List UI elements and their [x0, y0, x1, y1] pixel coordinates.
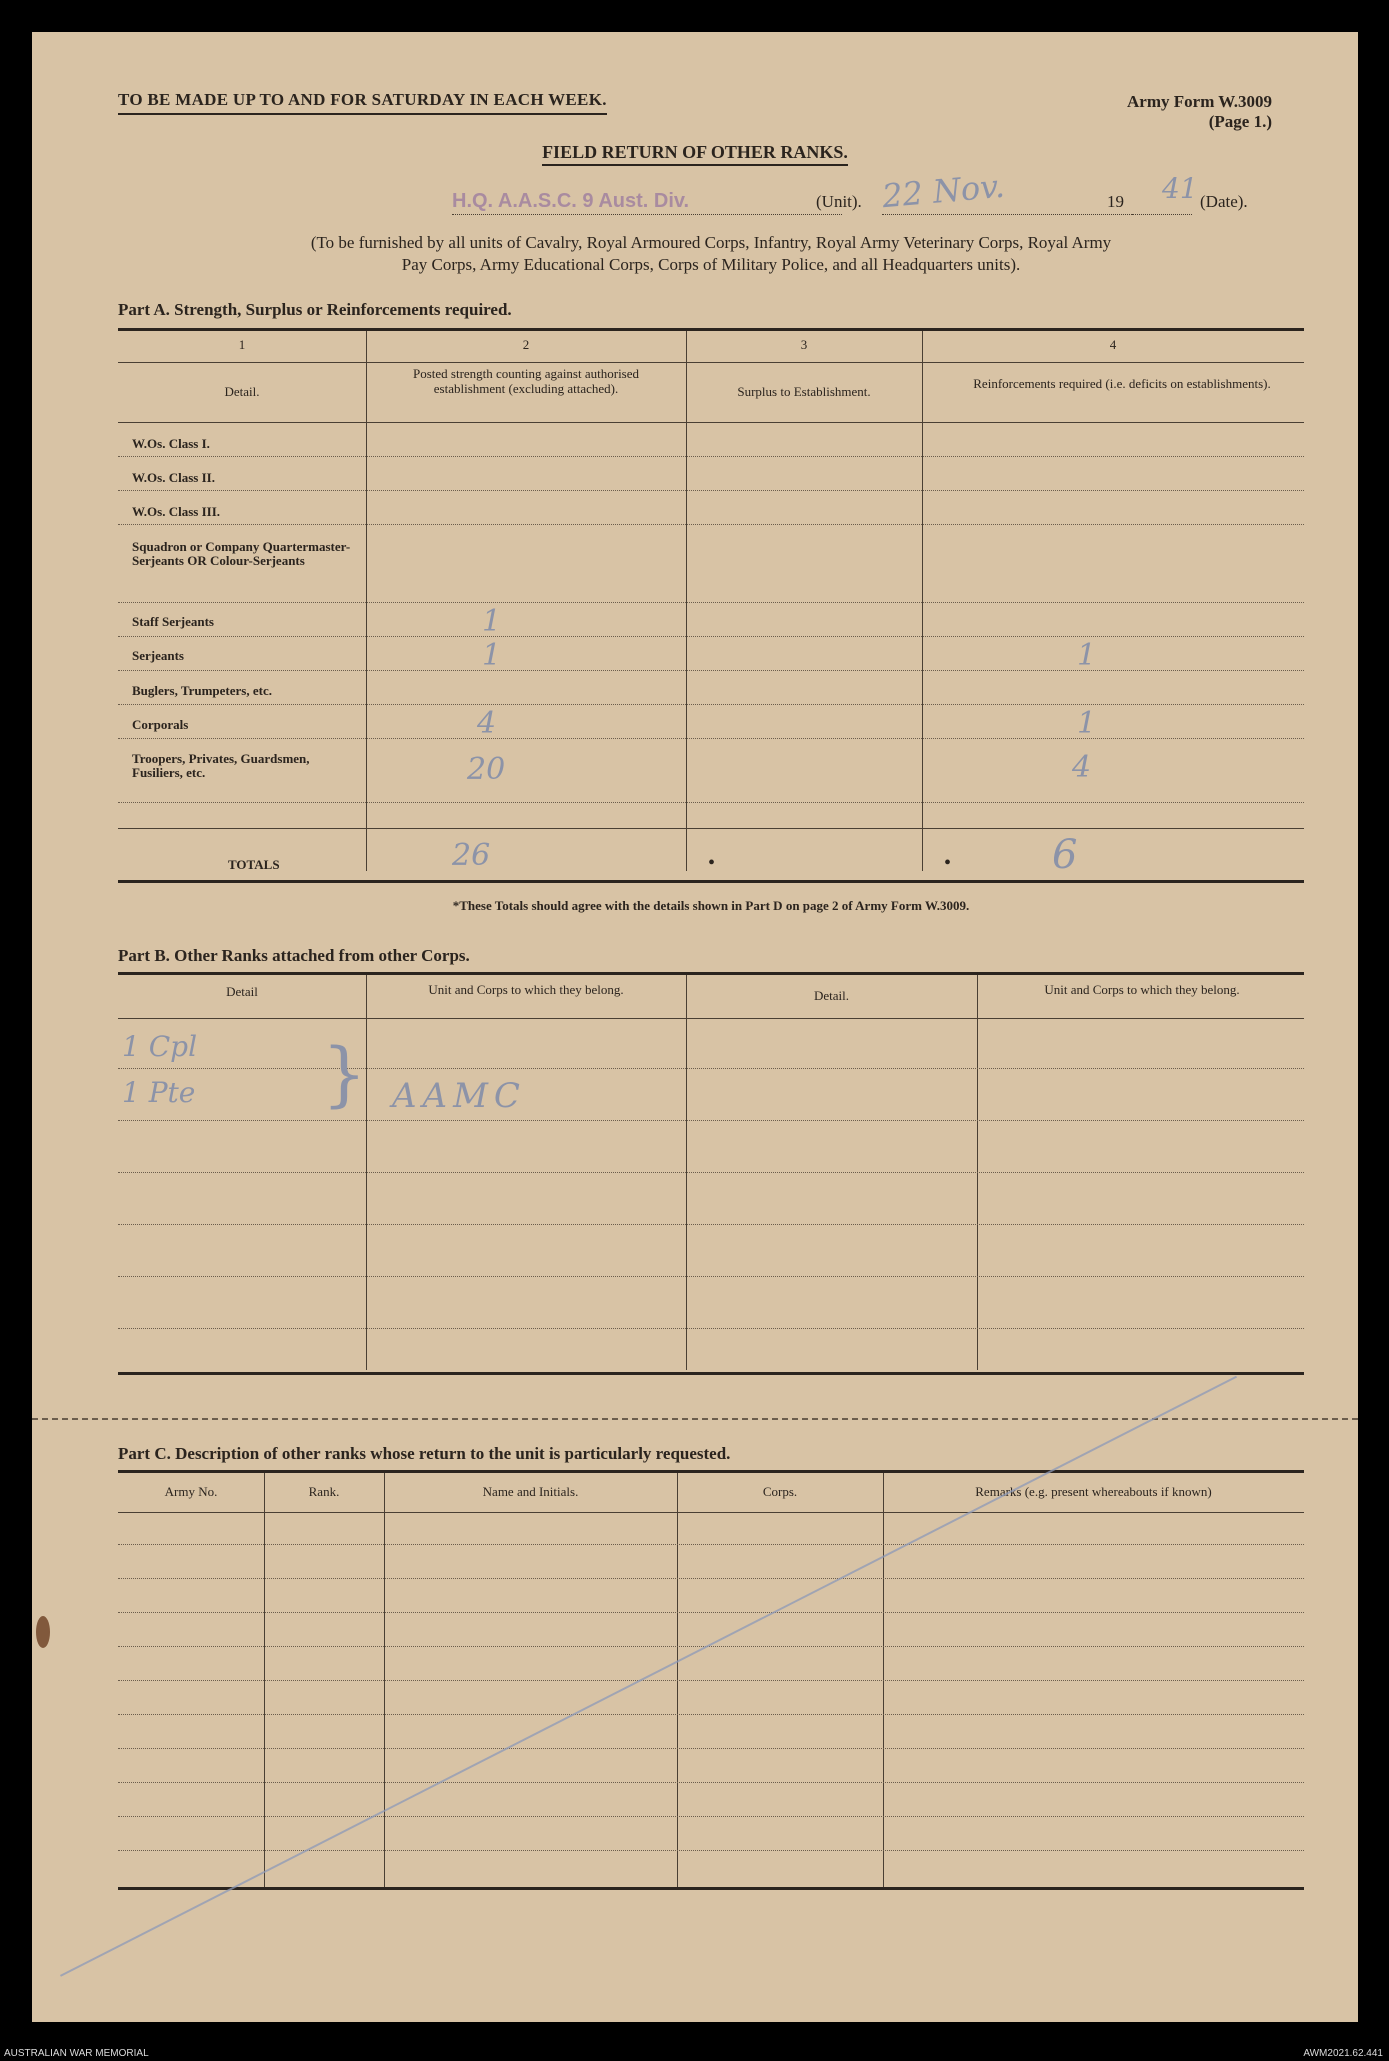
footer-credit: AUSTRALIAN WAR MEMORIAL	[4, 2048, 149, 2059]
totals-posted: 26	[452, 838, 491, 873]
part-b-row-rule	[118, 1172, 1304, 1173]
attached-corps: AAMC	[392, 1076, 526, 1116]
row-label-cqms: Squadron or Company Quartermaster-Serjeants OR Colour-Serjeants	[132, 539, 351, 568]
top-note: TO BE MADE UP TO AND FOR SATURDAY IN EACH WEEK.	[118, 90, 607, 115]
part-a-divider-2	[686, 331, 687, 871]
part-c-row-rule	[118, 1782, 1304, 1783]
row-label-wo2: W.Os. Class II.	[132, 470, 215, 485]
paper-stain	[36, 1616, 50, 1648]
part-c-title: Part C. Description of other ranks whose return to the unit is particularly requested.	[118, 1444, 731, 1463]
row-label-corporals: Corporals	[132, 717, 189, 732]
totals-surplus-marker: •	[708, 852, 716, 874]
unit-stamp: H.Q. A.A.S.C. 9 Aust. Div.	[452, 190, 690, 212]
col-header-rule	[118, 422, 1304, 423]
part-b-row-rule	[118, 1276, 1304, 1277]
reinf-serjeants: 1	[1077, 638, 1097, 673]
date-label: (Date).	[1200, 192, 1248, 211]
part-a-title: Part A. Strength, Surplus or Reinforcements required.	[118, 300, 512, 319]
part-b-row-rule	[118, 1120, 1304, 1121]
col-header-reinforcements: Reinforcements required (i.e. deficits on establishments).	[973, 376, 1271, 391]
posted-corporals: 4	[477, 706, 497, 741]
part-b-bottom-rule	[118, 1372, 1304, 1375]
part-c-header-name: Name and Initials.	[482, 1484, 579, 1499]
posted-privates: 20	[467, 752, 506, 787]
part-b-top-rule	[118, 972, 1304, 975]
col-number-4: 4	[1109, 337, 1117, 352]
footer-accession: AWM2021.62.441	[1303, 2048, 1383, 2059]
part-b-header-unit-2: Unit and Corps to which they belong.	[1044, 982, 1240, 997]
row-label-wo1: W.Os. Class I.	[132, 436, 210, 451]
totals-top-rule	[118, 828, 1304, 829]
year-prefix: 19	[1107, 192, 1124, 211]
row-rule	[118, 670, 1304, 671]
part-b-header-detail-2: Detail.	[813, 988, 849, 1003]
part-c-header-remarks: Remarks (e.g. present whereabouts if known)	[975, 1484, 1212, 1499]
part-b-title: Part B. Other Ranks attached from other Corps.	[118, 946, 470, 965]
attached-entry-2: 1 Pte	[122, 1076, 196, 1109]
col-number-2: 2	[522, 337, 530, 352]
part-b-header-detail: Detail	[226, 984, 258, 999]
row-label-privates: Troopers, Privates, Guardsmen, Fusiliers, etc.	[132, 751, 310, 780]
col-header-posted: Posted strength counting against authorised establishment (excluding attached).	[412, 366, 640, 396]
brace-mark: }	[322, 1033, 367, 1115]
part-c-top-rule	[118, 1470, 1304, 1473]
totals-reinf-marker: •	[944, 852, 952, 874]
part-b-row-rule	[118, 1328, 1304, 1329]
col-number-3: 3	[800, 337, 808, 352]
row-rule	[118, 456, 1304, 457]
part-c-row-rule	[118, 1850, 1304, 1851]
row-rule	[118, 602, 1304, 603]
part-c-header-rule	[118, 1512, 1304, 1513]
row-label-staff-serjeants: Staff Serjeants	[132, 614, 214, 629]
part-c-row-rule	[118, 1748, 1304, 1749]
footer	[0, 2046, 1389, 2061]
page-label: (Page 1.)	[1208, 112, 1272, 131]
row-rule	[118, 490, 1304, 491]
form-number	[1127, 92, 1272, 132]
part-c-header-rank: Rank.	[308, 1484, 340, 1499]
part-c-bottom-rule	[118, 1887, 1304, 1890]
totals-footnote: *These Totals should agree with the details shown in Part D on page 2 of Army Form W.3009.	[452, 898, 970, 913]
row-label-serjeants: Serjeants	[132, 648, 184, 663]
row-rule	[118, 704, 1304, 705]
col-header-surplus: Surplus to Establishment.	[737, 384, 871, 399]
instructions: (To be furnished by all units of Cavalry, Royal Armoured Corps, Infantry, Royal Army Veterinary Corps, Royal Army Pay Corps, Army Educational Corps, Corps of Military Police, and all Headquarters units).	[310, 233, 1112, 274]
date-dotted-line	[882, 214, 1132, 215]
row-rule	[118, 802, 1304, 803]
part-c-row-rule	[118, 1544, 1304, 1545]
row-rule	[118, 524, 1304, 525]
row-label-buglers: Buglers, Trumpeters, etc.	[132, 683, 272, 698]
posted-staff-serjeants: 1	[482, 604, 502, 639]
part-c-row-rule	[118, 1714, 1304, 1715]
col-number-rule	[118, 362, 1304, 363]
part-a-bottom-rule	[118, 880, 1304, 883]
part-b-row-rule	[118, 1068, 1304, 1069]
part-b-header-unit: Unit and Corps to which they belong.	[428, 982, 624, 997]
part-c-header-corps: Corps.	[762, 1484, 798, 1499]
part-a-divider-3	[922, 331, 923, 871]
part-a-divider-1	[366, 331, 367, 871]
part-c-row-rule	[118, 1646, 1304, 1647]
part-c-row-rule	[118, 1816, 1304, 1817]
unit-label: (Unit).	[816, 192, 862, 211]
perforation-line	[32, 1418, 1358, 1420]
part-b-row-rule	[118, 1224, 1304, 1225]
posted-serjeants: 1	[482, 638, 502, 673]
part-b-header-rule	[118, 1018, 1304, 1019]
year-dotted-line	[1132, 214, 1192, 215]
year-handwritten: 41	[1162, 172, 1198, 205]
reinf-privates: 4	[1072, 750, 1092, 785]
date-handwritten: 22 Nov.	[880, 166, 1007, 216]
part-c-row-rule	[118, 1612, 1304, 1613]
unit-dotted-line	[452, 214, 842, 215]
part-c-header-army-no: Army No.	[164, 1484, 218, 1499]
row-rule	[118, 738, 1304, 739]
part-c-row-rule	[118, 1680, 1304, 1681]
row-rule	[118, 636, 1304, 637]
col-header-detail: Detail.	[224, 384, 260, 399]
part-c-row-rule	[118, 1578, 1304, 1579]
part-a-top-rule	[118, 328, 1304, 331]
page-title: FIELD RETURN OF OTHER RANKS.	[32, 142, 1358, 163]
totals-label: TOTALS	[228, 857, 280, 872]
totals-reinf: 6	[1052, 832, 1078, 878]
row-label-wo3: W.Os. Class III.	[132, 504, 221, 519]
attached-entry-1: 1 Cpl	[122, 1030, 198, 1063]
form-sheet	[32, 32, 1358, 2022]
form-number-label: Army Form W.3009	[1127, 92, 1272, 111]
reinf-corporals: 1	[1077, 706, 1097, 741]
col-number-1: 1	[238, 337, 246, 352]
